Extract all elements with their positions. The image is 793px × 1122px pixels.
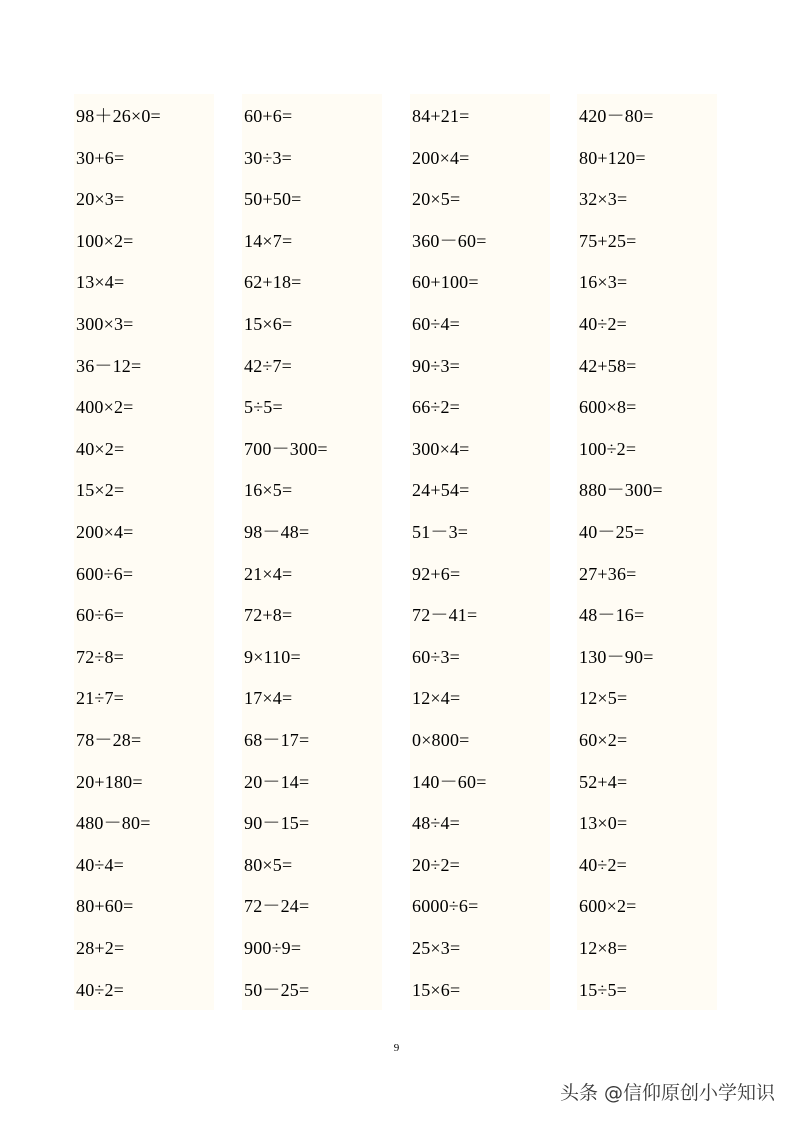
arithmetic-problem: 40÷4= <box>76 854 125 875</box>
arithmetic-problem: 40÷2= <box>579 314 628 334</box>
arithmetic-problem: 130－90= <box>579 646 654 667</box>
arithmetic-problem: 51－3= <box>412 522 469 542</box>
arithmetic-problem: 36－12= <box>76 355 142 376</box>
arithmetic-problem: 60÷6= <box>76 605 125 626</box>
arithmetic-problem: 5÷5= <box>244 397 283 418</box>
arithmetic-problem: 60+6= <box>244 106 293 126</box>
problem-column-3 <box>410 94 550 1010</box>
arithmetic-problem: 90－15= <box>244 813 310 834</box>
arithmetic-problem: 40÷2= <box>76 979 125 1000</box>
arithmetic-problem: 90÷3= <box>412 355 461 376</box>
arithmetic-problem: 20×5= <box>412 189 461 210</box>
arithmetic-problem: 68－17= <box>244 730 310 750</box>
arithmetic-problem: 13×0= <box>579 813 628 834</box>
arithmetic-problem: 0×800= <box>412 730 470 750</box>
arithmetic-problem: 80×5= <box>244 854 293 875</box>
arithmetic-problem: 28+2= <box>76 938 125 958</box>
arithmetic-problem: 98＋26×0= <box>76 106 161 126</box>
arithmetic-problem: 16×5= <box>244 480 293 501</box>
arithmetic-problem: 48÷4= <box>412 813 461 834</box>
arithmetic-problem: 42÷7= <box>244 355 293 376</box>
arithmetic-problem: 60+100= <box>412 272 479 293</box>
arithmetic-problem: 12×8= <box>579 938 628 958</box>
arithmetic-problem: 600×8= <box>579 397 637 418</box>
arithmetic-problem: 27+36= <box>579 563 637 584</box>
arithmetic-problem: 15×6= <box>244 314 293 334</box>
arithmetic-problem: 20×3= <box>76 189 125 210</box>
arithmetic-problem: 21×4= <box>244 563 293 584</box>
arithmetic-problem: 50+50= <box>244 189 302 210</box>
problem-column-1 <box>74 94 214 1010</box>
arithmetic-problem: 60÷3= <box>412 646 461 667</box>
arithmetic-problem: 700－300= <box>244 438 328 459</box>
arithmetic-problem: 92+6= <box>412 563 461 584</box>
arithmetic-problem: 360－60= <box>412 230 487 251</box>
problem-column-2 <box>242 94 382 1010</box>
arithmetic-problem: 30+6= <box>76 147 125 168</box>
arithmetic-problem: 21÷7= <box>76 688 125 709</box>
arithmetic-problem: 30÷3= <box>244 147 293 168</box>
source-watermark: 头条 @信仰原创小学知识 <box>559 1082 775 1104</box>
arithmetic-problem: 15×2= <box>76 480 125 501</box>
arithmetic-problem: 200×4= <box>412 147 470 168</box>
arithmetic-problem: 20－14= <box>244 771 310 792</box>
arithmetic-problem: 100×2= <box>76 230 134 251</box>
arithmetic-problem: 9×110= <box>244 646 301 667</box>
arithmetic-problem: 880－300= <box>579 480 663 501</box>
arithmetic-problem: 15÷5= <box>579 979 628 1000</box>
arithmetic-problem: 600÷6= <box>76 563 134 584</box>
arithmetic-problem: 300×3= <box>76 314 134 334</box>
arithmetic-problem: 15×6= <box>412 979 461 1000</box>
arithmetic-problem: 140－60= <box>412 771 487 792</box>
arithmetic-problem: 13×4= <box>76 272 125 293</box>
arithmetic-problem: 84+21= <box>412 106 470 126</box>
arithmetic-problem: 72÷8= <box>76 646 125 667</box>
arithmetic-problem: 40×2= <box>76 438 125 459</box>
arithmetic-problem: 40÷2= <box>579 854 628 875</box>
arithmetic-problem: 600×2= <box>579 896 637 917</box>
problem-column-4 <box>577 94 717 1010</box>
arithmetic-problem: 50－25= <box>244 979 310 1000</box>
arithmetic-problem: 20+180= <box>76 771 143 792</box>
page-number: 9 <box>393 1042 400 1054</box>
arithmetic-problem: 25×3= <box>412 938 461 958</box>
arithmetic-problem: 14×7= <box>244 230 293 251</box>
arithmetic-problem: 17×4= <box>244 688 293 709</box>
arithmetic-problem: 72－24= <box>244 896 310 917</box>
arithmetic-problem: 98－48= <box>244 522 310 542</box>
arithmetic-problem: 100÷2= <box>579 438 637 459</box>
arithmetic-problem: 48－16= <box>579 605 645 626</box>
arithmetic-problem: 12×4= <box>412 688 461 709</box>
arithmetic-problem: 420－80= <box>579 106 654 126</box>
arithmetic-problem: 75+25= <box>579 230 637 251</box>
arithmetic-problem: 400×2= <box>76 397 134 418</box>
arithmetic-problem: 52+4= <box>579 771 628 792</box>
arithmetic-problem: 24+54= <box>412 480 470 501</box>
arithmetic-problem: 12×5= <box>579 688 628 709</box>
arithmetic-problem: 80+60= <box>76 896 134 917</box>
arithmetic-problem: 72+8= <box>244 605 293 626</box>
arithmetic-problem: 66÷2= <box>412 397 461 418</box>
arithmetic-problem: 16×3= <box>579 272 628 293</box>
arithmetic-problem: 78－28= <box>76 730 142 750</box>
arithmetic-problem: 6000÷6= <box>412 896 479 917</box>
arithmetic-problem: 200×4= <box>76 522 134 542</box>
arithmetic-problem: 60×2= <box>579 730 628 750</box>
arithmetic-problem: 32×3= <box>579 189 628 210</box>
arithmetic-problem: 62+18= <box>244 272 302 293</box>
arithmetic-problem: 40－25= <box>579 522 645 542</box>
arithmetic-problem: 20÷2= <box>412 854 461 875</box>
arithmetic-problem: 300×4= <box>412 438 470 459</box>
arithmetic-problem: 42+58= <box>579 355 637 376</box>
arithmetic-problem: 60÷4= <box>412 314 461 334</box>
arithmetic-problem: 80+120= <box>579 147 646 168</box>
arithmetic-problem: 72－41= <box>412 605 478 626</box>
arithmetic-problem: 900÷9= <box>244 938 302 958</box>
arithmetic-problem: 480－80= <box>76 813 151 834</box>
